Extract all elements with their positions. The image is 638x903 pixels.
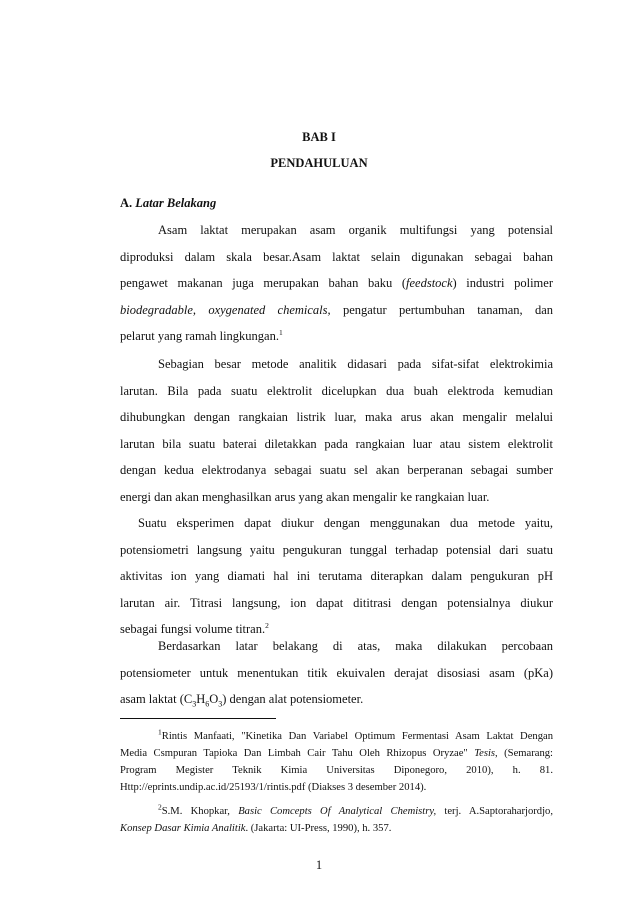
- fn1-tesis: Tesis: [474, 748, 496, 759]
- fn1-line-2: [120, 745, 553, 762]
- p4-sub-3: 3: [218, 699, 223, 709]
- p4-text-b: H: [196, 692, 206, 706]
- p3-line-1: Suatu eksperimen dapat diukur dengan menggunakan dua metode yaitu,: [138, 516, 553, 530]
- p4-line-2: potensiometer untuk menentukan titik ekuivalen derajat disosiasi asam (pKa): [120, 665, 553, 680]
- p3-line-4: larutan air. Titrasi langsung, ion dapat dititrasi dengan potensialnya diukur: [120, 595, 553, 610]
- fn1-line-2c: , (Semarang:: [495, 748, 553, 759]
- p4-line-3: [120, 686, 553, 713]
- p4-text-c: O: [209, 692, 219, 706]
- p4-sub-1: 3: [192, 699, 197, 709]
- section-title: Latar Belakang: [135, 196, 217, 210]
- fn2-translated-title: Konsep Dasar Kimia Analitik: [120, 823, 246, 834]
- p1-line-3c: ) industri polimer: [452, 276, 553, 290]
- p1-line-2: diproduksi dalam skala besar.Asam laktat selain digunakan sebagai bahan: [120, 249, 553, 264]
- p2-line-6: energi dan akan menghasilkan arus yang akan mengalir ke rangkaian luar.: [120, 489, 490, 504]
- p4-text-d: ) dengan alat potensiometer.: [222, 692, 364, 706]
- p1-line-4a: biodegradable, oxygenated chemicals,: [120, 302, 331, 317]
- p1-feedstock: feedstock: [406, 276, 453, 290]
- p2-line-3: dihubungkan dengan rangkaian listrik luar, maka arus akan mengalir melalui: [120, 410, 553, 424]
- p3-line-2: potensiometri langsung yaitu pengukuran tunggal terhadap potensial dari suatu: [120, 542, 553, 557]
- fn2-number: 2: [158, 802, 162, 812]
- p4-line-1: Berdasarkan latar belakang di atas, maka dilakukan percobaan: [158, 639, 553, 653]
- chapter-number: BAB I: [302, 130, 336, 144]
- fn2-line-2: [120, 820, 553, 837]
- p2-line-4: larutan bila suatu baterai diletakkan pada rangkaian luar atau sistem elektrolit: [120, 436, 553, 451]
- fn1-line-4[interactable]: Http://eprints.undip.ac.id/25193/1/rintis.pdf (Diakses 3 desember 2014).: [120, 782, 427, 793]
- fn2-line-1a: S.M. Khopkar,: [161, 806, 239, 817]
- section-heading: [120, 196, 216, 211]
- p1-line-5: [120, 323, 553, 350]
- footnote-2: [120, 803, 553, 837]
- footnote-1: [120, 728, 553, 796]
- footnote-separator: [120, 718, 276, 719]
- fn1-line-2a: Media Csmpuran Tapioka Dan Limbah Cair Tahu Oleh Rhizopus Oryzae": [120, 748, 475, 759]
- p1-line-3a: pengawet makanan juga merupakan bahan baku (: [120, 276, 407, 290]
- p3-line-3: aktivitas ion yang diamati hal ini terutama diterapkan dalam pengukuran pH: [120, 569, 553, 583]
- p2-line-1: Sebagian besar metode analitik didasari pada sifat-sifat elektrokimia: [158, 357, 553, 371]
- section-letter: A.: [120, 196, 133, 210]
- fn1-number: 1: [158, 727, 162, 737]
- fn1-line-1-text: Rintis Manfaati, "Kinetika Dan Variabel Optimum Fermentasi Asam Laktat Dengan: [161, 731, 553, 742]
- paragraph-4: [120, 633, 553, 713]
- fn1-line-1: [120, 728, 553, 745]
- p2-line-2: larutan. Bila pada suatu elektrolit dicelupkan dua buah elektroda kemudian: [120, 383, 553, 398]
- p4-text-a: asam laktat (C: [120, 692, 193, 706]
- footnote-ref-2[interactable]: 2: [265, 620, 269, 630]
- fn2-line-1c: terj. A.Saptoraharjordjo,: [436, 806, 553, 817]
- paragraph-1: [120, 217, 553, 350]
- fn1-line-3: Program Megister Teknik Kimia Universitas Diponegoro, 2010), h. 81.: [120, 765, 553, 776]
- fn2-book-title: Basic Comcepts Of Analytical Chemistry,: [238, 806, 437, 817]
- p3-line-5-text: sebagai fungsi volume titran.: [120, 622, 266, 636]
- p1-line-4b: pengatur pertumbuhan tanaman, dan: [342, 302, 554, 317]
- p1-line-4: [120, 297, 553, 324]
- paragraph-3: [120, 510, 553, 643]
- chapter-title: PENDAHULUAN: [270, 156, 368, 170]
- p1-line-1: Asam laktat merupakan asam organik multifungsi yang potensial: [158, 223, 553, 237]
- page-number: 1: [315, 858, 323, 872]
- fn2-line-1: [120, 803, 553, 820]
- p1-line-5-text: pelarut yang ramah lingkungan.: [120, 329, 279, 343]
- p2-line-5: dengan kedua elektrodanya sebagai suatu sel akan berperanan sebagai sumber: [120, 463, 553, 477]
- p4-sub-2: 6: [205, 699, 210, 709]
- fn2-line-2b: . (Jakarta: UI-Press, 1990), h. 357.: [245, 823, 392, 834]
- paragraph-2: [120, 351, 553, 510]
- p1-line-3: [120, 270, 553, 297]
- footnote-ref-1[interactable]: 1: [278, 327, 283, 337]
